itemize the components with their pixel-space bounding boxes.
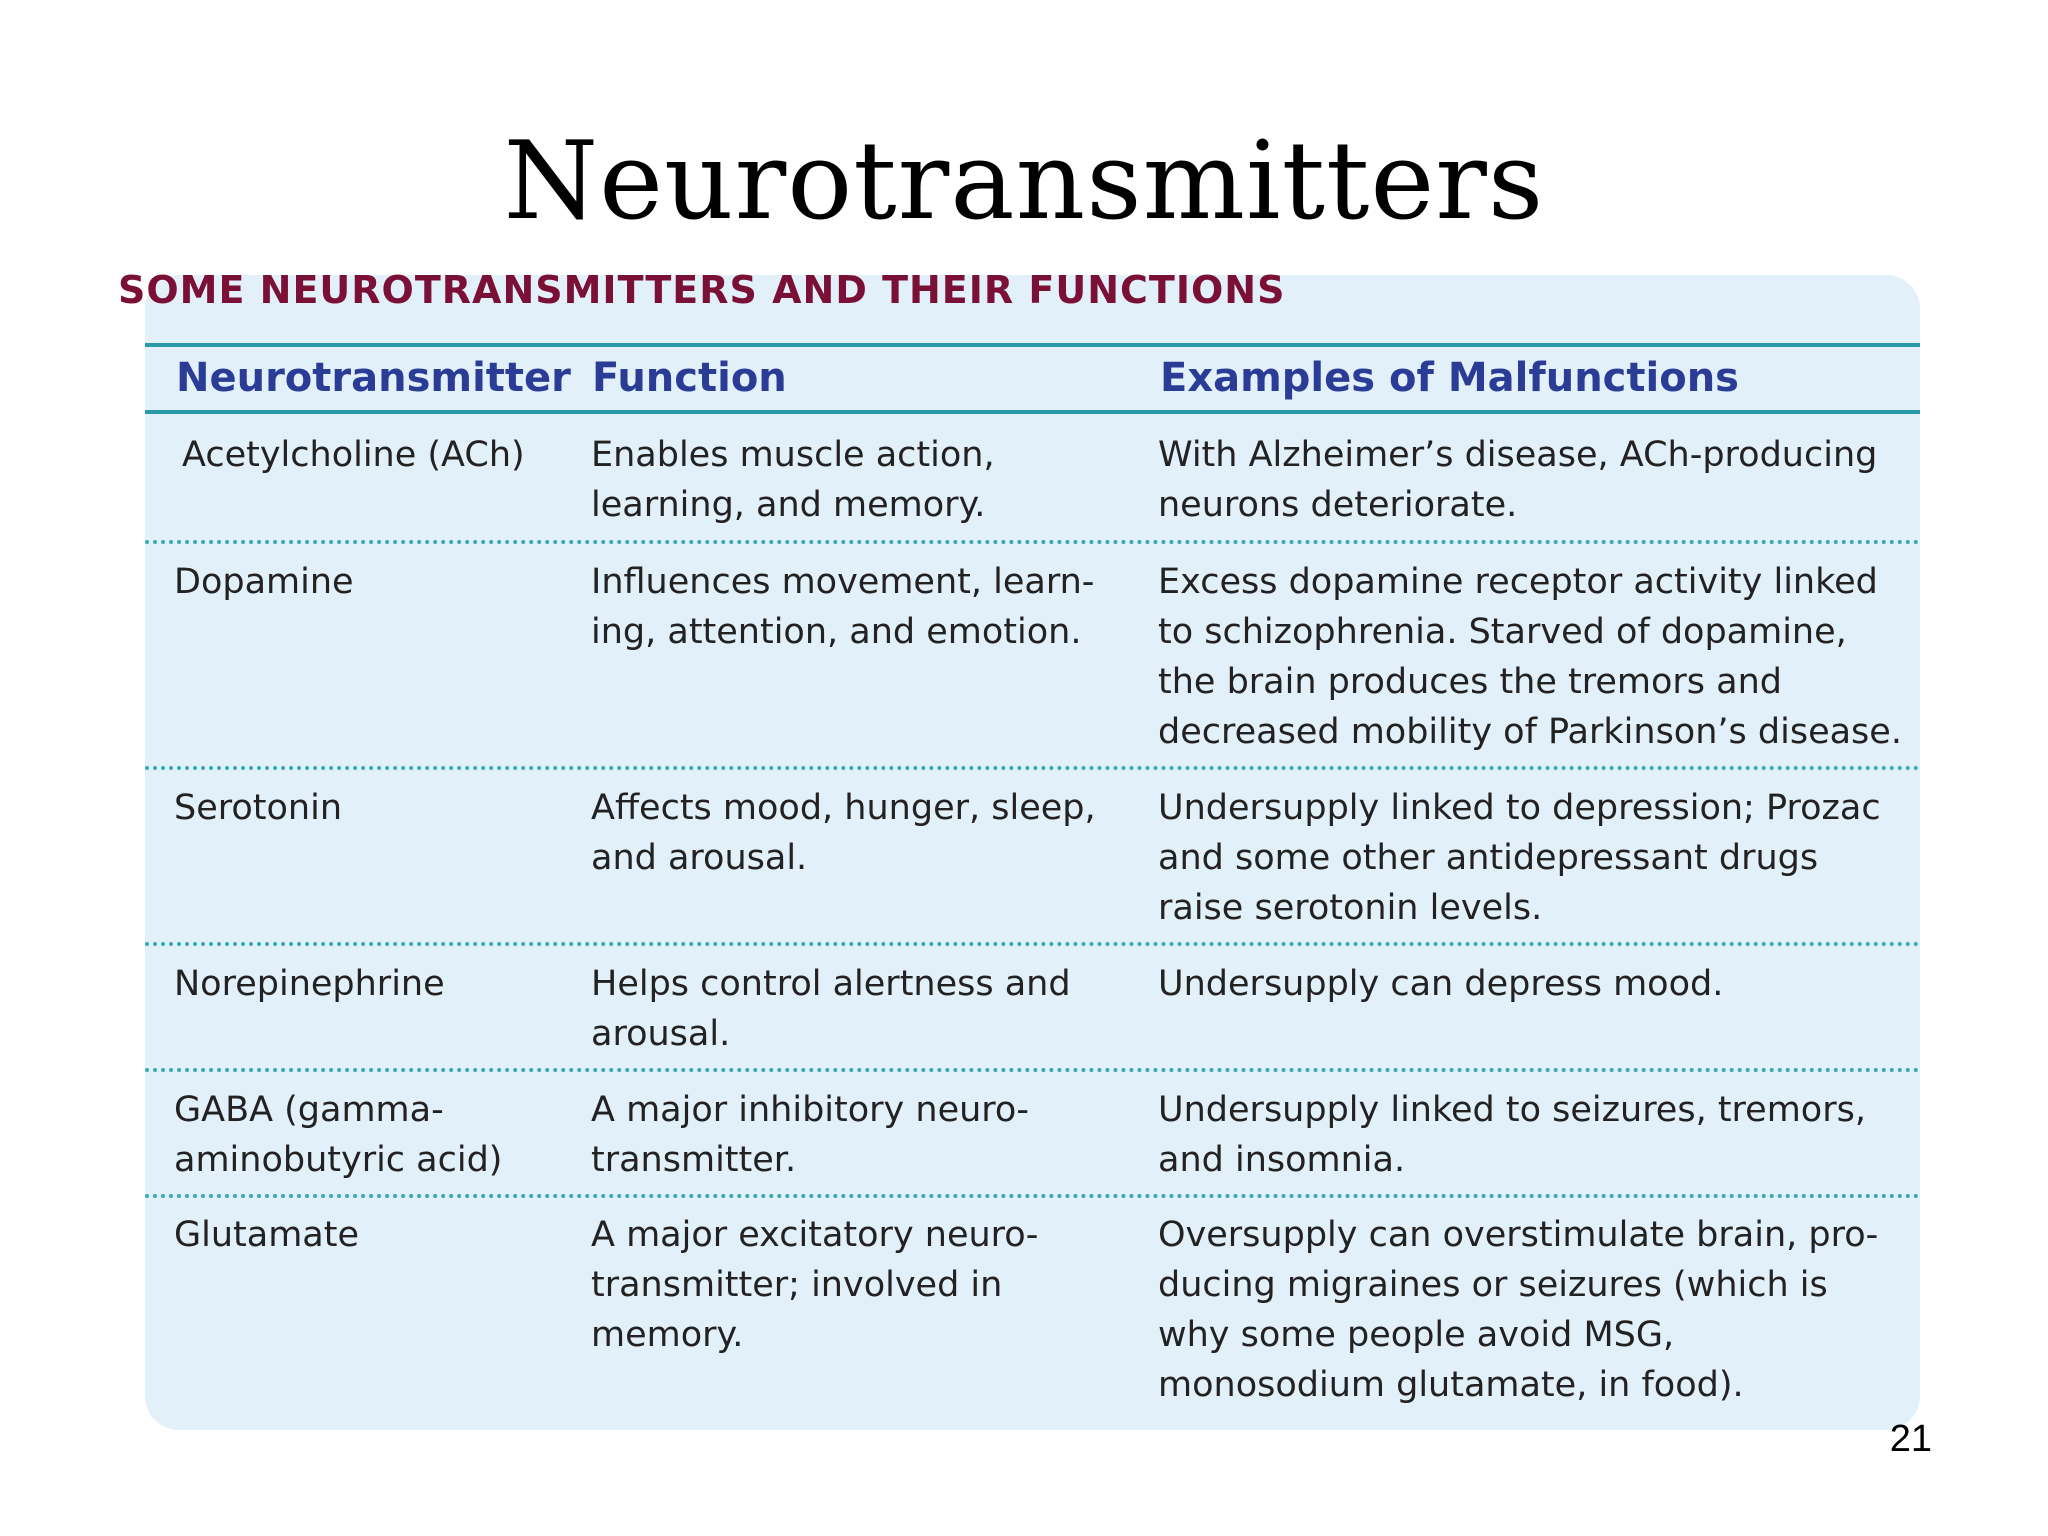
row-serotonin-function: Affects mood, hunger, sleep, and arousal. bbox=[591, 788, 1096, 878]
row-dopamine-function: Influences movement, learning, attention, and emotion. bbox=[591, 562, 1095, 652]
slide-page-number: 21 bbox=[1889, 1418, 1932, 1460]
row-serotonin-name: Serotonin bbox=[174, 788, 343, 828]
row-glutamate-malfunction: Oversupply can overstimulate brain, producing migraines or seizures (which is why some people avoid MSG, monosodium glutamate, in food). bbox=[1158, 1215, 1879, 1405]
row-divider bbox=[145, 942, 1920, 946]
column-header-neurotransmitter: Neurotransmitter bbox=[176, 355, 571, 401]
row-divider bbox=[145, 540, 1920, 544]
row-acetylcholine-name: Acetylcholine (ACh) bbox=[182, 435, 525, 475]
row-norepinephrine-name: Norepinephrine bbox=[174, 964, 445, 1004]
slide-title: Neurotransmitters bbox=[503, 119, 1545, 244]
row-glutamate-name: Glutamate bbox=[174, 1215, 359, 1255]
row-norepinephrine-malfunction: Undersupply can depress mood. bbox=[1158, 964, 1724, 1004]
column-header-function: Function bbox=[592, 355, 787, 401]
row-acetylcholine-function: Enables muscle action, learning, and memory. bbox=[591, 435, 995, 525]
row-divider bbox=[145, 1194, 1920, 1198]
row-gaba-malfunction: Undersupply linked to seizures, tremors, and insomnia. bbox=[1158, 1090, 1866, 1180]
row-dopamine-name: Dopamine bbox=[174, 562, 354, 602]
header-top-rule bbox=[145, 343, 1920, 347]
row-dopamine-malfunction: Excess dopamine receptor activity linked to schizophrenia. Starved of dopamine, the brain produces the tremors and decreased mobility of Parkinson’s disease. bbox=[1158, 562, 1902, 752]
row-serotonin-malfunction: Undersupply linked to depression; Prozac and some other antidepressant drugs raise serotonin levels. bbox=[1158, 788, 1881, 928]
header-bottom-rule bbox=[145, 410, 1920, 414]
column-header-malfunctions: Examples of Malfunctions bbox=[1160, 355, 1739, 401]
row-gaba-function: A major inhibitory neurotransmitter. bbox=[591, 1090, 1029, 1180]
row-acetylcholine-malfunction: With Alzheimer’s disease, ACh-producing neurons deteriorate. bbox=[1158, 435, 1878, 525]
row-divider bbox=[145, 1068, 1920, 1072]
row-gaba-name: GABA (gamma-aminobutyric acid) bbox=[174, 1090, 503, 1180]
row-glutamate-function: A major excitatory neurotransmitter; involved in memory. bbox=[591, 1215, 1039, 1355]
row-divider bbox=[145, 766, 1920, 770]
row-norepinephrine-function: Helps control alertness and arousal. bbox=[591, 964, 1071, 1054]
table-heading: SOME NEUROTRANSMITTERS AND THEIR FUNCTIONS bbox=[118, 268, 1286, 312]
